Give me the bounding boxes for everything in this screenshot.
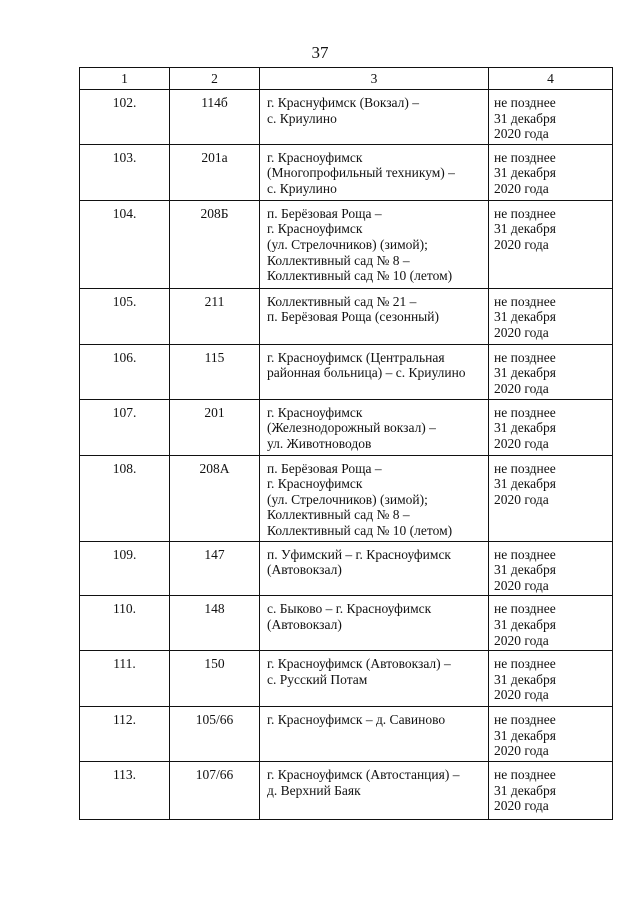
route-name bbox=[260, 761, 489, 819]
deadline-line: 2020 года bbox=[494, 491, 549, 507]
route-name-line: (ул. Стрелочников) (зимой); bbox=[267, 236, 428, 252]
route-number: 201 bbox=[170, 399, 260, 455]
route-name bbox=[260, 707, 489, 762]
route-name-line: д. Верхний Баяк bbox=[267, 782, 361, 798]
deadline-line: не позднее bbox=[494, 293, 556, 309]
deadline bbox=[489, 707, 613, 762]
route-name-line: (ул. Стрелочников) (зимой); bbox=[267, 491, 428, 507]
header-col-3: 3 bbox=[260, 68, 489, 90]
table-row bbox=[80, 90, 613, 145]
row-number: 107. bbox=[80, 399, 170, 455]
route-name bbox=[260, 455, 489, 541]
route-number: 211 bbox=[170, 288, 260, 344]
deadline-line: 31 декабря bbox=[494, 616, 556, 632]
deadline bbox=[489, 455, 613, 541]
deadline-line: 2020 года bbox=[494, 324, 549, 340]
route-name-line: с. Быково – г. Красноуфимск bbox=[267, 601, 432, 617]
route-name-line: (Автовокзал) bbox=[267, 616, 342, 632]
deadline bbox=[489, 288, 613, 344]
deadline bbox=[489, 651, 613, 707]
route-name bbox=[260, 541, 489, 596]
row-number: 104. bbox=[80, 200, 170, 288]
row-number: 108. bbox=[80, 455, 170, 541]
row-number: 110. bbox=[80, 596, 170, 651]
deadline-line: 31 декабря bbox=[494, 671, 556, 687]
table-row bbox=[80, 596, 613, 651]
header-row bbox=[80, 68, 613, 90]
route-name-line: с. Криулино bbox=[267, 110, 337, 126]
deadline-line: не позднее bbox=[494, 205, 556, 221]
table-row bbox=[80, 761, 613, 819]
route-name-line: п. Берёзовая Роща – bbox=[267, 205, 382, 221]
row-number: 111. bbox=[80, 651, 170, 707]
route-number: 105/66 bbox=[170, 707, 260, 762]
route-number: 107/66 bbox=[170, 761, 260, 819]
route-number: 208А bbox=[170, 455, 260, 541]
header-col-4: 4 bbox=[489, 68, 613, 90]
deadline-line: 31 декабря bbox=[494, 110, 556, 126]
routes-table bbox=[79, 67, 613, 820]
route-name-line: г. Красноуфимск bbox=[267, 221, 363, 237]
deadline-line: 2020 года bbox=[494, 126, 549, 142]
deadline-line: 2020 года bbox=[494, 435, 549, 451]
route-name-line: г. Красноуфимск – д. Савиново bbox=[267, 712, 446, 728]
deadline-line: не позднее bbox=[494, 712, 556, 728]
route-name-line: Коллективный сад № 8 – bbox=[267, 507, 410, 523]
route-number: 208Б bbox=[170, 200, 260, 288]
route-name-line: г. Красноуфимск (Автовокзал) – bbox=[267, 656, 451, 672]
table-row bbox=[80, 144, 613, 200]
route-name bbox=[260, 344, 489, 399]
deadline bbox=[489, 200, 613, 288]
route-name bbox=[260, 596, 489, 651]
deadline bbox=[489, 761, 613, 819]
deadline-line: не позднее bbox=[494, 766, 556, 782]
route-name-line: г. Красноуфимск (Центральная bbox=[267, 349, 445, 365]
route-number: 148 bbox=[170, 596, 260, 651]
route-name-line: (Многопрофильный техникум) – bbox=[267, 165, 455, 181]
route-name-line: г. Краснуфимск (Вокзал) – bbox=[267, 95, 420, 110]
row-number: 109. bbox=[80, 541, 170, 596]
deadline-line: 2020 года bbox=[494, 687, 549, 703]
route-name-line: (Автовокзал) bbox=[267, 562, 342, 578]
deadline-line: 2020 года bbox=[494, 236, 549, 252]
route-number: 115 bbox=[170, 344, 260, 399]
route-name bbox=[260, 288, 489, 344]
deadline-line: не позднее bbox=[494, 546, 556, 562]
route-name-line: г. Красноуфимск bbox=[267, 476, 363, 492]
deadline bbox=[489, 596, 613, 651]
row-number: 102. bbox=[80, 90, 170, 145]
route-name-line: районная больница) – с. Криулино bbox=[267, 365, 466, 381]
deadline-line: не позднее bbox=[494, 95, 556, 110]
table-row bbox=[80, 344, 613, 399]
deadline-line: 2020 года bbox=[494, 380, 549, 396]
deadline-line: 2020 года bbox=[494, 180, 549, 196]
route-number: 114б bbox=[170, 90, 260, 145]
route-name bbox=[260, 399, 489, 455]
route-name-line: г. Красноуфимск bbox=[267, 404, 363, 420]
deadline-line: 2020 года bbox=[494, 798, 549, 814]
route-number: 150 bbox=[170, 651, 260, 707]
deadline bbox=[489, 144, 613, 200]
deadline bbox=[489, 399, 613, 455]
deadline-line: 31 декабря bbox=[494, 476, 556, 492]
route-name-line: с. Русский Потам bbox=[267, 671, 368, 687]
row-number: 105. bbox=[80, 288, 170, 344]
route-name-line: Коллективный сад № 10 (летом) bbox=[267, 268, 453, 284]
route-name-line: Коллективный сад № 21 – bbox=[267, 293, 417, 309]
deadline-line: 31 декабря bbox=[494, 221, 556, 237]
route-name bbox=[260, 651, 489, 707]
route-name-line: с. Криулино bbox=[267, 180, 337, 196]
deadline-line: не позднее bbox=[494, 460, 556, 476]
row-number: 103. bbox=[80, 144, 170, 200]
deadline-line: не позднее bbox=[494, 601, 556, 617]
deadline-line: 2020 года bbox=[494, 577, 549, 593]
route-name-line: Коллективный сад № 10 (летом) bbox=[267, 522, 453, 538]
table-row bbox=[80, 200, 613, 288]
deadline-line: 31 декабря bbox=[494, 782, 556, 798]
table-row bbox=[80, 541, 613, 596]
table-row bbox=[80, 288, 613, 344]
route-name-line: г. Красноуфимск bbox=[267, 149, 363, 165]
route-name bbox=[260, 144, 489, 200]
header-col-2: 2 bbox=[170, 68, 260, 90]
route-name bbox=[260, 200, 489, 288]
deadline-line: 2020 года bbox=[494, 632, 549, 648]
header-col-1: 1 bbox=[80, 68, 170, 90]
deadline bbox=[489, 90, 613, 145]
table-row bbox=[80, 651, 613, 707]
deadline-line: не позднее bbox=[494, 349, 556, 365]
deadline-line: 2020 года bbox=[494, 743, 549, 759]
table-body bbox=[80, 90, 613, 820]
route-name-line: ул. Животноводов bbox=[267, 435, 372, 451]
table-row bbox=[80, 455, 613, 541]
route-name-line: п. Берёзовая Роща (сезонный) bbox=[267, 309, 439, 325]
deadline-line: 31 декабря bbox=[494, 562, 556, 578]
deadline-line: 31 декабря bbox=[494, 727, 556, 743]
route-number: 147 bbox=[170, 541, 260, 596]
deadline-line: не позднее bbox=[494, 149, 556, 165]
row-number: 113. bbox=[80, 761, 170, 819]
table-header bbox=[80, 68, 613, 90]
route-name-line: п. Берёзовая Роща – bbox=[267, 460, 382, 476]
route-number: 201а bbox=[170, 144, 260, 200]
table-row bbox=[80, 707, 613, 762]
route-name-line: (Железнодорожный вокзал) – bbox=[267, 420, 436, 436]
route-name-line: г. Красноуфимск (Автостанция) – bbox=[267, 766, 460, 782]
route-name bbox=[260, 90, 489, 145]
row-number: 106. bbox=[80, 344, 170, 399]
deadline bbox=[489, 344, 613, 399]
deadline-line: 31 декабря bbox=[494, 420, 556, 436]
route-name-line: п. Уфимский – г. Красноуфимск bbox=[267, 546, 451, 562]
deadline-line: 31 декабря bbox=[494, 165, 556, 181]
row-number: 112. bbox=[80, 707, 170, 762]
deadline-line: 31 декабря bbox=[494, 365, 556, 381]
route-name-line: Коллективный сад № 8 – bbox=[267, 252, 410, 268]
deadline-line: не позднее bbox=[494, 404, 556, 420]
page-number: 37 bbox=[311, 43, 329, 62]
deadline-line: 31 декабря bbox=[494, 309, 556, 325]
deadline-line: не позднее bbox=[494, 656, 556, 672]
table-row bbox=[80, 399, 613, 455]
deadline bbox=[489, 541, 613, 596]
